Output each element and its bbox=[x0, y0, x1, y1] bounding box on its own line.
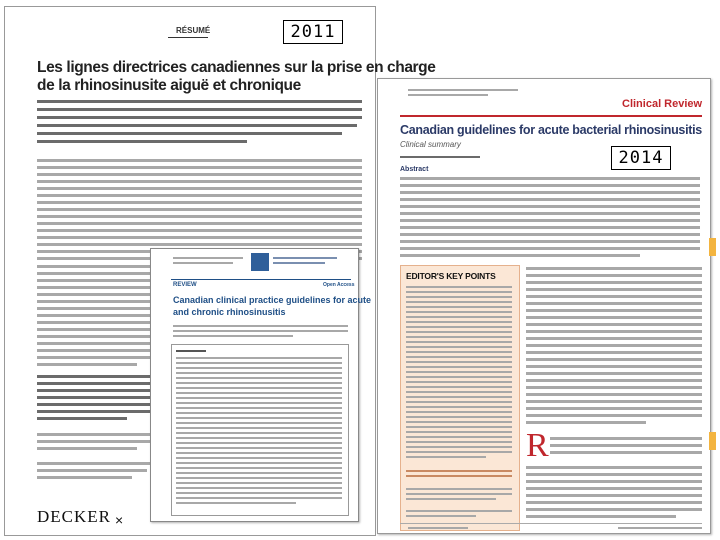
cfp-edge-tab-lower bbox=[709, 432, 716, 450]
cfp-drop-cap: R bbox=[526, 427, 549, 464]
review-abstract-box bbox=[171, 344, 349, 516]
review-article-page bbox=[150, 248, 372, 522]
review-title-line2: and chronic rhinosinusitis bbox=[173, 307, 286, 317]
cfp-section-rule bbox=[400, 115, 702, 117]
cfp-abstract-label: Abstract bbox=[400, 166, 429, 173]
year-label-2014: 2014 bbox=[611, 146, 671, 170]
review-journal-logo bbox=[251, 253, 269, 271]
cfp-edge-tab-upper bbox=[709, 238, 716, 256]
review-header-strip bbox=[171, 279, 351, 280]
decker-logo: DECKER bbox=[37, 507, 111, 526]
resume-label-underline bbox=[168, 37, 208, 38]
review-open-access: Open Access bbox=[323, 282, 355, 288]
review-header-label: REVIEW bbox=[173, 282, 197, 288]
resume-section-label: RÉSUMÉ bbox=[176, 26, 211, 35]
cfp-subtitle: Clinical summary bbox=[400, 140, 461, 149]
resume-title-line2: de la rhinosinusite aiguë et chronique bbox=[37, 77, 301, 94]
cfp-section-label: Clinical Review bbox=[622, 98, 703, 110]
decker-logo-mark: × bbox=[115, 512, 124, 528]
cfp-editor-box-title: EDITOR'S KEY POINTS bbox=[406, 271, 496, 281]
cfp-title: Canadian guidelines for acute bacterial rhinosinusitis bbox=[400, 123, 702, 137]
year-label-2011: 2011 bbox=[283, 20, 343, 44]
cfp-editor-key-points-box bbox=[400, 265, 520, 531]
resume-title-line1: Les lignes directrices canadiennes sur la prise en charge bbox=[37, 59, 436, 76]
review-title-line1: Canadian clinical practice guidelines for acute bbox=[173, 295, 372, 305]
